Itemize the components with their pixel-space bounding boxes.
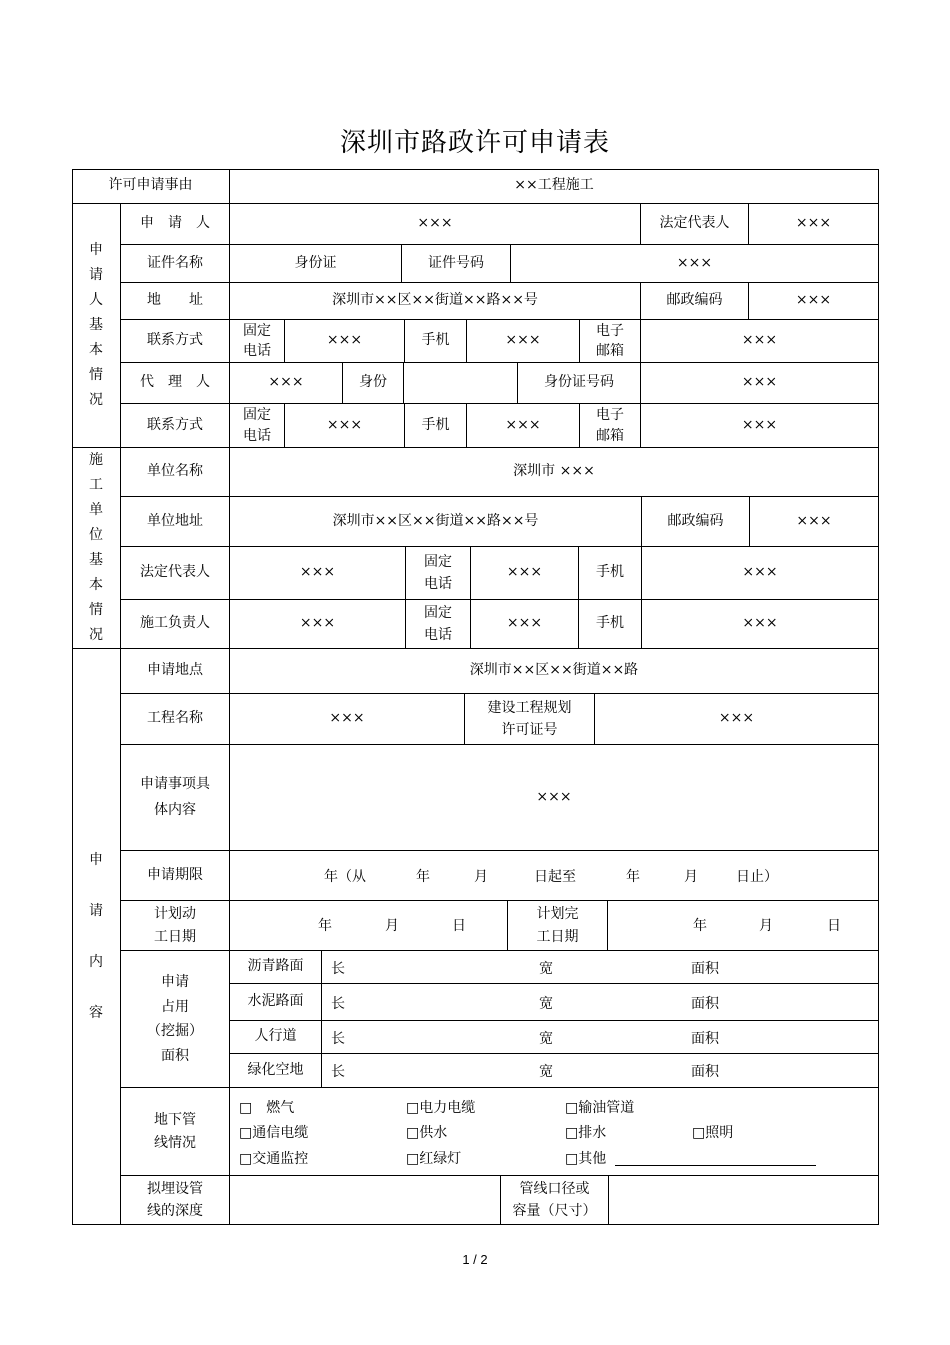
applicant-section-label (72, 204, 121, 448)
period-label: 申请期限 (121, 851, 230, 901)
end-month: 月 (759, 918, 773, 934)
area-row-asphalt (322, 951, 879, 984)
permit-no-value: ××× (595, 694, 879, 745)
id-number-value: ××× (511, 245, 879, 283)
section-label-char: 请 (89, 902, 103, 919)
agent-id-number-value: ××× (641, 363, 879, 404)
contact-label: 联系方式 (121, 320, 230, 363)
applicant-value: ××× (230, 204, 641, 245)
period-day-end: 日止） (736, 869, 778, 885)
section-label-char: 本 (89, 342, 103, 358)
start-date-label: 计划动 工日期 (121, 901, 230, 951)
landline-value: ××× (285, 320, 405, 363)
section-label-char: 基 (89, 552, 103, 568)
section-label-char: 请 (89, 267, 103, 283)
pipeline-option-traffic-light[interactable]: □红绿灯 (406, 1151, 462, 1167)
section-label-char: 容 (89, 1004, 103, 1021)
postcode-label: 邮政编码 (641, 283, 749, 320)
address-value: 深圳市××区××街道××路××号 (230, 283, 641, 320)
permit-no-label: 建设工程规划 许可证号 (465, 694, 595, 745)
area-label: 申请 占用 （挖掘） 面积 (121, 951, 230, 1088)
agent-contact-label: 联系方式 (121, 404, 230, 448)
unit-address-label: 单位地址 (121, 497, 230, 547)
area-length: 长 (331, 961, 345, 977)
pipeline-option-other[interactable]: □其他 (565, 1151, 607, 1167)
contractor-mobile-label: 手机 (579, 547, 642, 600)
diameter-label: 管线口径或 容量（尺寸） (501, 1176, 609, 1225)
pipeline-label: 地下管 线情况 (121, 1088, 230, 1176)
mobile-label: 手机 (405, 320, 467, 363)
end-day: 日 (827, 918, 841, 934)
manager-mobile-label: 手机 (579, 600, 642, 649)
area-type-sidewalk: 人行道 (230, 1021, 322, 1054)
unit-name-value: 深圳市 ××× (230, 448, 879, 497)
area-area: 面积 (691, 961, 719, 977)
period-month-end: 月 (684, 869, 698, 885)
start-year: 年 (318, 918, 332, 934)
section-label-char: 申 (89, 242, 103, 258)
pipeline-option-telecom-cable[interactable]: □通信电缆 (239, 1125, 309, 1141)
start-month: 月 (385, 918, 399, 934)
end-date-label: 计划完 工日期 (508, 901, 608, 951)
area-length: 长 (331, 996, 345, 1012)
document-title: 深圳市路政许可申请表 (339, 128, 610, 158)
content-section-label (72, 649, 121, 1225)
postcode-value: ××× (749, 283, 879, 320)
section-label-char: 情 (89, 602, 103, 618)
applicant-label: 申 请 人 (121, 204, 230, 245)
landline-label: 固定 电话 (230, 320, 285, 363)
page-number: 1 / 2 (462, 1252, 488, 1267)
unit-postcode-value: ××× (750, 497, 879, 547)
manager-mobile-value: ××× (642, 600, 879, 649)
id-type-label: 证件名称 (121, 245, 230, 283)
area-area: 面积 (691, 1031, 719, 1047)
agent-mobile-value: ××× (467, 404, 580, 448)
section-label-char: 人 (89, 292, 103, 308)
pipeline-options (230, 1088, 879, 1176)
unit-address-value: 深圳市××区××街道××路××号 (230, 497, 642, 547)
mobile-value: ××× (467, 320, 580, 363)
start-date-value (230, 901, 508, 951)
agent-value: ××× (230, 363, 343, 404)
email-value: ××× (641, 320, 879, 363)
period-month: 月 (474, 869, 488, 885)
depth-label: 拟埋设管 线的深度 (121, 1176, 230, 1225)
manager-value: ××× (230, 600, 406, 649)
manager-landline-label: 固定 电话 (406, 600, 471, 649)
section-label-char: 基 (89, 317, 103, 333)
pipeline-option-lighting[interactable]: □照明 (692, 1125, 734, 1141)
details-label: 申请事项具 体内容 (121, 745, 230, 851)
period-value (230, 851, 879, 901)
area-width: 宽 (539, 1064, 553, 1080)
area-type-cement: 水泥路面 (230, 984, 322, 1021)
area-row-sidewalk (322, 1021, 879, 1054)
diameter-value[interactable] (609, 1176, 879, 1225)
area-type-greenland: 绿化空地 (230, 1054, 322, 1088)
area-width: 宽 (539, 1031, 553, 1047)
pipeline-option-gas[interactable]: □ 燃气 (239, 1100, 295, 1116)
agent-landline-label: 固定 电话 (230, 404, 285, 448)
start-day: 日 (452, 918, 466, 934)
location-label: 申请地点 (121, 649, 230, 694)
address-label: 地 址 (121, 283, 230, 320)
id-type-value: 身份证 (230, 245, 402, 283)
contractor-section-label (72, 448, 121, 649)
manager-landline-value: ××× (471, 600, 579, 649)
agent-mobile-label: 手机 (405, 404, 467, 448)
contractor-legal-rep-value: ××× (230, 547, 406, 600)
id-number-label: 证件号码 (402, 245, 511, 283)
contractor-mobile-value: ××× (642, 547, 879, 600)
depth-value[interactable] (230, 1176, 501, 1225)
agent-email-value: ××× (641, 404, 879, 448)
contractor-landline-label: 固定 电话 (406, 547, 471, 600)
section-label-char: 本 (89, 577, 103, 593)
pipeline-option-oil-pipeline[interactable]: □输油管道 (565, 1100, 635, 1116)
period-day-until: 日起至 (534, 869, 576, 885)
pipeline-option-traffic-monitor[interactable]: □交通监控 (239, 1151, 309, 1167)
section-label-char: 内 (89, 953, 103, 970)
area-length: 长 (331, 1064, 345, 1080)
area-width: 宽 (539, 961, 553, 977)
agent-identity-label: 身份 (343, 363, 404, 404)
contractor-landline-value: ××× (471, 547, 579, 600)
end-year: 年 (693, 918, 707, 934)
agent-email-label: 电子 邮箱 (580, 404, 641, 448)
agent-landline-value: ××× (285, 404, 405, 448)
pipeline-option-drainage[interactable]: □排水 (565, 1125, 607, 1141)
legal-rep-value: ××× (749, 204, 879, 245)
area-area: 面积 (691, 996, 719, 1012)
unit-name-label: 单位名称 (121, 448, 230, 497)
reason-value: ××工程施工 (230, 169, 879, 204)
area-width: 宽 (539, 996, 553, 1012)
other-fill-line[interactable] (615, 1165, 816, 1166)
period-year-end: 年 (626, 869, 640, 885)
unit-postcode-label: 邮政编码 (642, 497, 750, 547)
section-label-char: 况 (89, 627, 103, 643)
project-name-value: ××× (230, 694, 465, 745)
section-label-char: 位 (89, 527, 103, 543)
end-date-value (608, 901, 879, 951)
pipeline-option-power-cable[interactable]: □电力电缆 (406, 1100, 476, 1116)
reason-label: 许可申请事由 (72, 169, 230, 204)
area-type-asphalt: 沥青路面 (230, 951, 322, 984)
legal-rep-label: 法定代表人 (641, 204, 749, 245)
email-label: 电子 邮箱 (580, 320, 641, 363)
agent-label: 代 理 人 (121, 363, 230, 404)
section-label-char: 工 (89, 477, 103, 493)
pipeline-option-water-supply[interactable]: □供水 (406, 1125, 448, 1141)
area-length: 长 (331, 1031, 345, 1047)
period-year-from: 年（从 (324, 869, 366, 885)
area-row-cement (322, 984, 879, 1021)
section-label-char: 单 (89, 502, 103, 518)
period-year: 年 (416, 869, 430, 885)
section-label-char: 情 (89, 367, 103, 383)
details-value: ××× (230, 745, 879, 851)
section-label-char: 况 (89, 392, 103, 408)
area-area: 面积 (691, 1064, 719, 1080)
section-label-char: 施 (89, 452, 103, 468)
project-name-label: 工程名称 (121, 694, 230, 745)
section-label-char: 申 (89, 851, 103, 868)
agent-id-number-label: 身份证号码 (518, 363, 641, 404)
area-row-greenland (322, 1054, 879, 1088)
location-value: 深圳市××区××街道××路 (230, 649, 879, 694)
agent-identity-value (404, 363, 518, 404)
manager-label: 施工负责人 (121, 600, 230, 649)
contractor-legal-rep-label: 法定代表人 (121, 547, 230, 600)
